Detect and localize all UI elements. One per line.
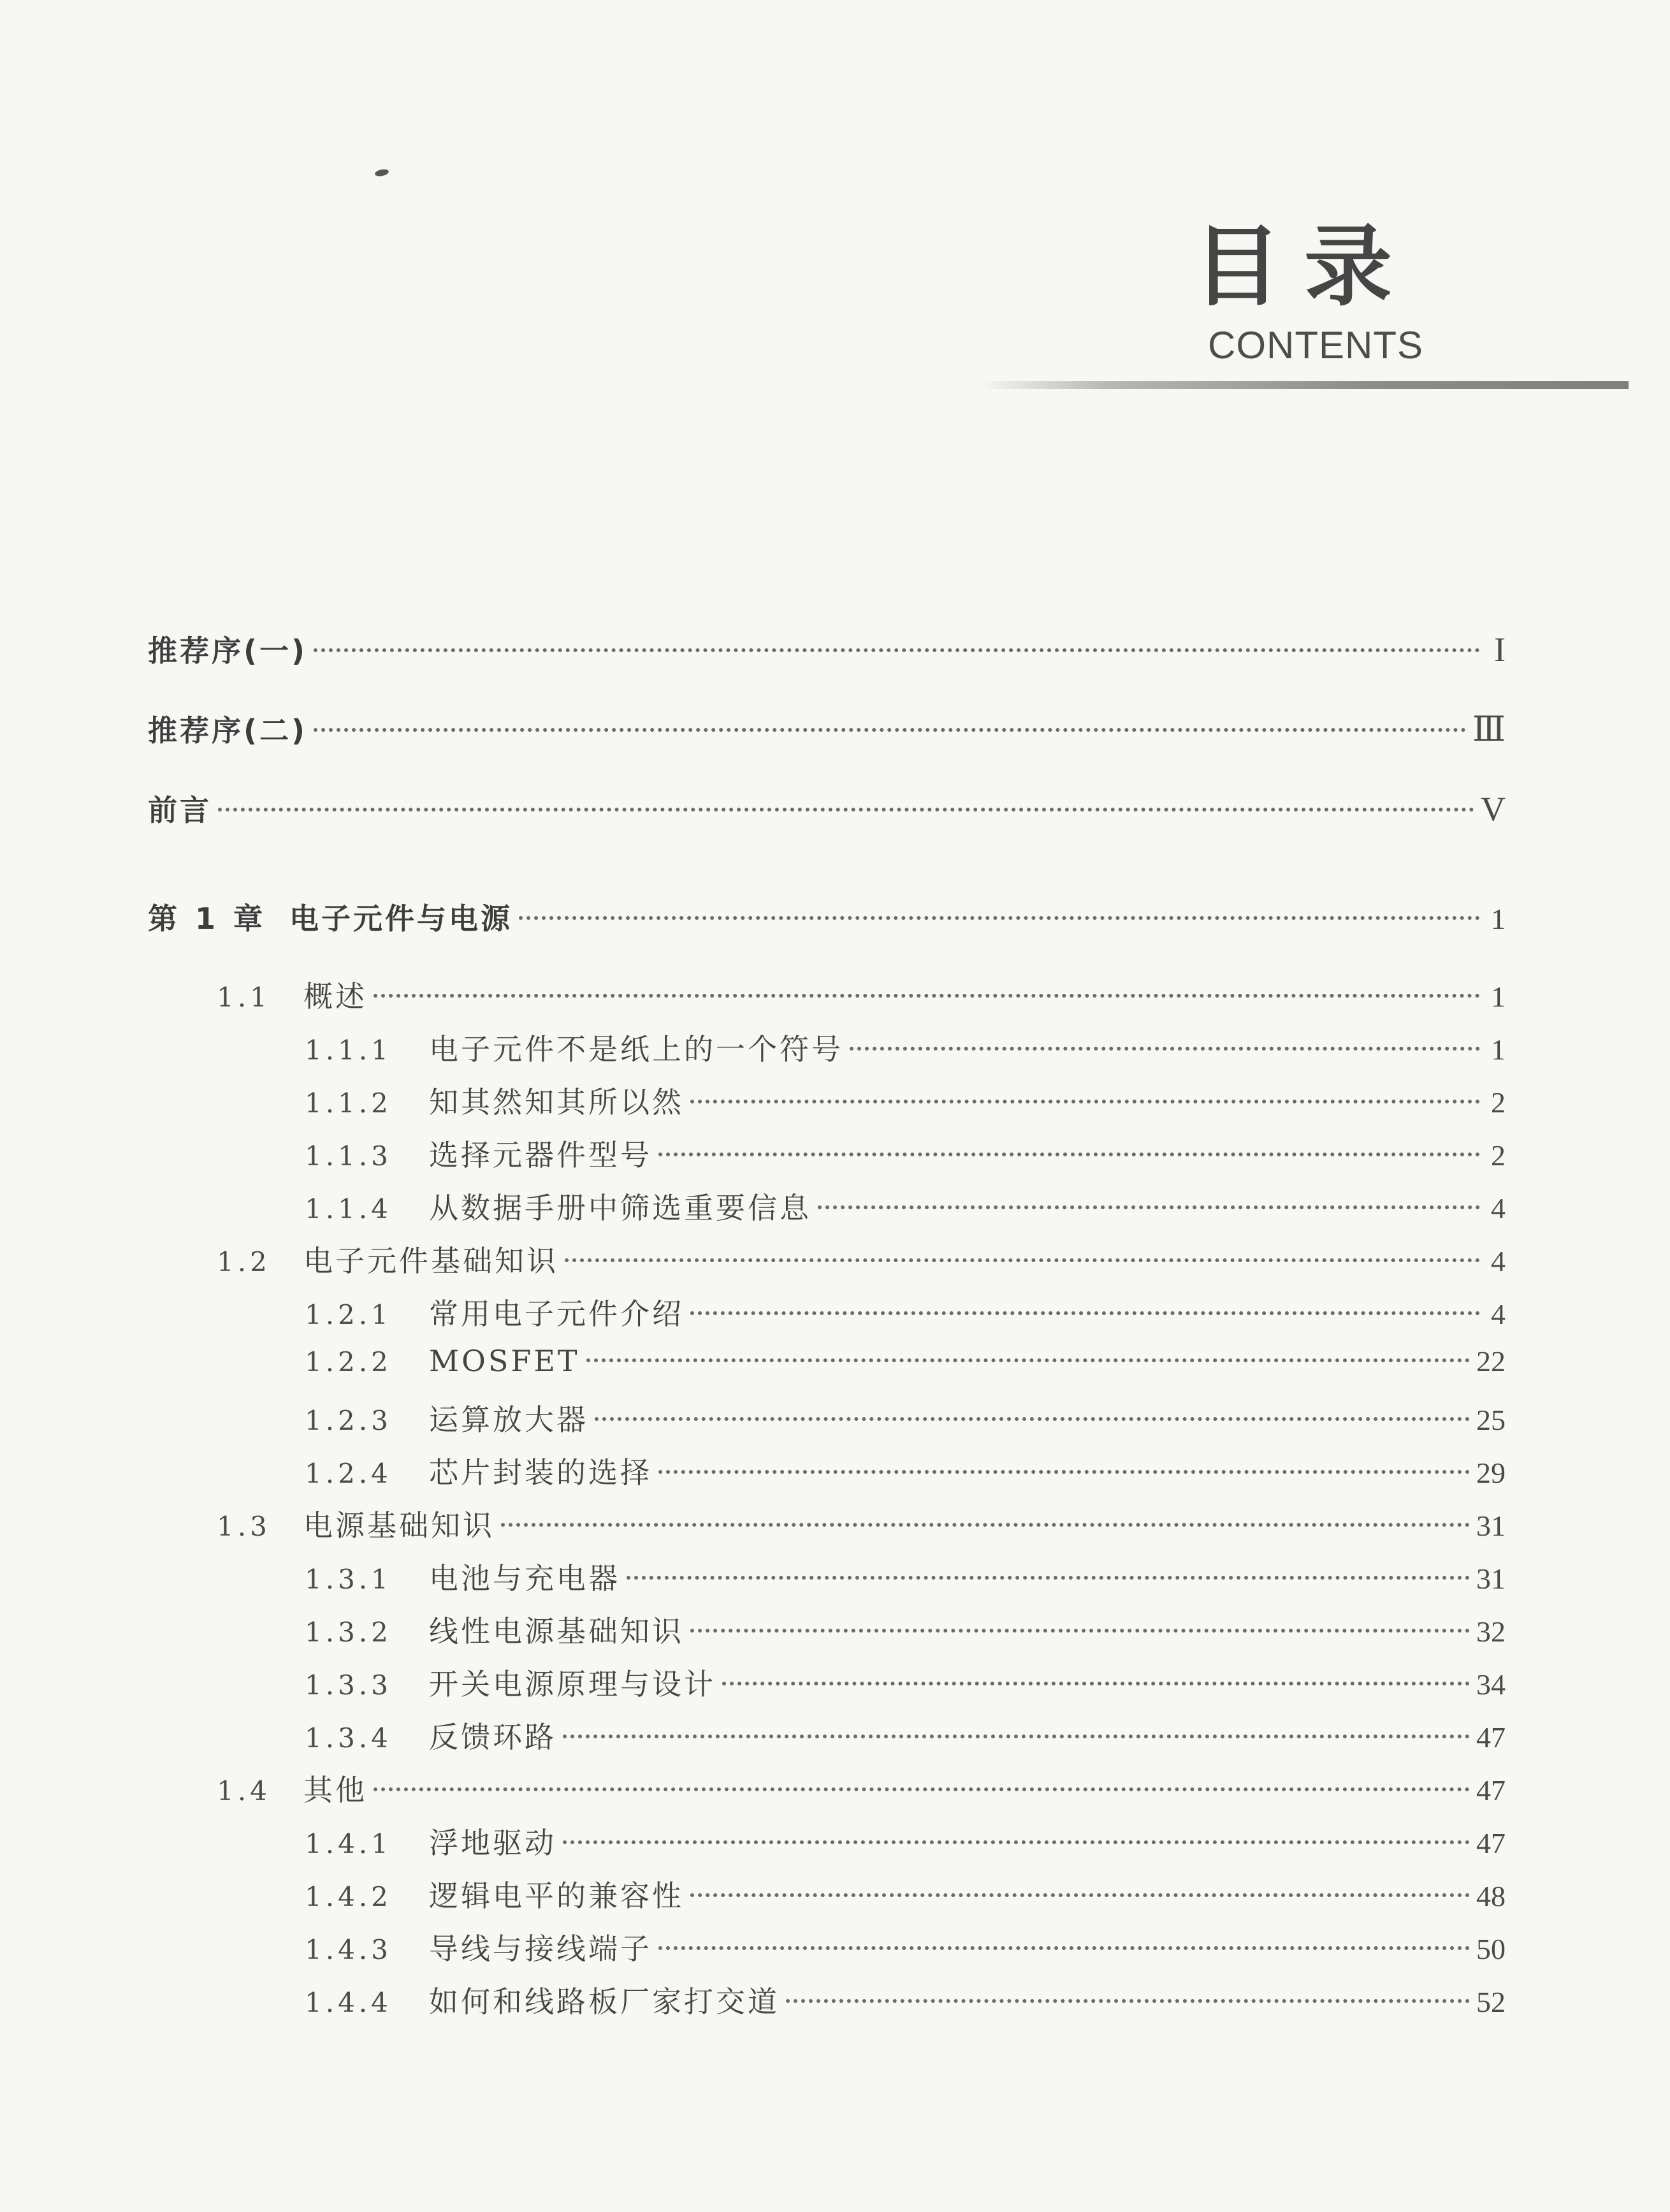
subsection-title: MOSFET xyxy=(429,1344,580,1378)
toc-entry-page: 47 xyxy=(1476,1774,1506,1807)
subsection-title: 开关电源原理与设计 xyxy=(429,1667,716,1701)
toc-entry-subsection[interactable] xyxy=(305,1661,1506,1702)
subsection-number: 1.4.2 xyxy=(305,1881,392,1912)
toc-entry-page: 34 xyxy=(1476,1668,1506,1701)
toc-entry-subsection[interactable] xyxy=(305,1291,1506,1332)
toc-entry-subsection[interactable] xyxy=(305,1714,1506,1755)
subsection-number: 1.4.3 xyxy=(305,1934,392,1965)
dot-leader xyxy=(658,1470,1470,1474)
dot-leader xyxy=(658,1946,1470,1950)
subsection-title: 运算放大器 xyxy=(429,1402,588,1437)
subsection-number: 1.3.1 xyxy=(305,1564,392,1595)
subsection-number: 1.1.2 xyxy=(305,1088,392,1119)
subsection-title: 从数据手册中筛选重要信息 xyxy=(429,1191,811,1225)
subsection-title: 如何和线路板厂家打交道 xyxy=(429,1984,780,2019)
toc-entry-page: Ⅲ xyxy=(1472,710,1506,748)
toc-entry-page: 4 xyxy=(1491,1245,1506,1277)
section-title: 其他 xyxy=(303,1773,367,1807)
header-divider xyxy=(978,381,1629,389)
page-subtitle: CONTENTS xyxy=(1208,324,1423,367)
toc-entry-section[interactable] xyxy=(217,973,1506,1014)
dot-leader xyxy=(722,1682,1470,1685)
toc-entry-subsection[interactable] xyxy=(305,1397,1506,1437)
chapter-number: 第 1 章 xyxy=(148,901,267,936)
dot-leader xyxy=(314,648,1480,652)
dot-leader xyxy=(586,1358,1470,1362)
section-number: 1.3 xyxy=(217,1511,271,1542)
dot-leader xyxy=(786,1999,1470,2003)
toc-entry-page: 47 xyxy=(1476,1827,1506,1859)
toc-entry-title: 推荐序(二) xyxy=(148,713,308,748)
dot-leader xyxy=(563,1840,1470,1844)
toc-entry-page: 1 xyxy=(1491,1033,1506,1066)
dot-leader xyxy=(690,1100,1480,1103)
subsection-number: 1.1.3 xyxy=(305,1140,392,1172)
section-number: 1.1 xyxy=(217,982,271,1013)
toc-entry-page: 1 xyxy=(1491,903,1506,935)
subsection-title: 常用电子元件介绍 xyxy=(429,1297,684,1331)
dot-leader xyxy=(690,1629,1470,1633)
dot-leader xyxy=(850,1047,1480,1051)
subsection-number: 1.4.4 xyxy=(305,1987,392,2018)
toc-entry-page: 52 xyxy=(1476,1986,1506,2018)
toc-entry-page: V xyxy=(1481,790,1506,828)
page-title: 目录 xyxy=(1193,215,1415,318)
toc-entry-page: 50 xyxy=(1476,1933,1506,1965)
dot-leader xyxy=(501,1523,1470,1527)
dot-leader xyxy=(563,1735,1470,1738)
subsection-number: 1.1.4 xyxy=(305,1193,392,1225)
subsection-title: 导线与接线端子 xyxy=(429,1932,652,1966)
subsection-number: 1.3.2 xyxy=(305,1617,392,1648)
toc-entry-title: 前言 xyxy=(148,793,212,827)
toc-entry-title: 推荐序(一) xyxy=(148,634,308,668)
toc-entry-subsection[interactable] xyxy=(305,1185,1506,1226)
subsection-title: 电池与充电器 xyxy=(429,1561,620,1596)
subsection-title: 浮地驱动 xyxy=(429,1826,556,1860)
dot-leader xyxy=(658,1153,1480,1156)
toc-entry-subsection[interactable] xyxy=(305,1132,1506,1173)
dot-leader xyxy=(595,1417,1470,1421)
subsection-title: 选择元器件型号 xyxy=(429,1138,652,1172)
toc-entry-preface-2[interactable] xyxy=(148,708,1506,748)
subsection-title: 线性电源基础知识 xyxy=(429,1614,684,1648)
section-title: 电子元件基础知识 xyxy=(303,1244,558,1278)
toc-entry-preface-1[interactable] xyxy=(148,628,1506,669)
toc-entry-subsection[interactable] xyxy=(305,1450,1506,1490)
section-number: 1.4 xyxy=(217,1775,271,1807)
toc-entry-page: 2 xyxy=(1491,1139,1506,1172)
toc-entry-page: 47 xyxy=(1476,1721,1506,1754)
toc-entry-page: 4 xyxy=(1491,1192,1506,1225)
section-title: 电源基础知识 xyxy=(303,1508,495,1543)
toc-entry-subsection[interactable] xyxy=(305,1873,1506,1914)
toc-entry-subsection[interactable] xyxy=(305,1344,1506,1385)
toc-entry-section[interactable] xyxy=(217,1238,1506,1279)
toc-entry-page: 29 xyxy=(1476,1457,1506,1489)
toc-entry-page: 31 xyxy=(1476,1510,1506,1542)
subsection-number: 1.3.3 xyxy=(305,1670,392,1701)
dot-leader xyxy=(690,1311,1480,1315)
toc-entry-section[interactable] xyxy=(217,1767,1506,1808)
toc-entry-subsection[interactable] xyxy=(305,1026,1506,1067)
subsection-number: 1.2.2 xyxy=(305,1346,392,1378)
toc-entry-page: 48 xyxy=(1476,1880,1506,1912)
subsection-number: 1.2.3 xyxy=(305,1405,392,1436)
dot-leader xyxy=(565,1258,1480,1262)
toc-entry-page: 32 xyxy=(1476,1615,1506,1648)
dot-leader xyxy=(519,916,1480,920)
dot-leader xyxy=(690,1893,1470,1897)
subsection-number: 1.2.1 xyxy=(305,1299,392,1330)
chapter-title: 电子元件与电源 xyxy=(289,901,512,936)
toc-entry-subsection[interactable] xyxy=(305,1079,1506,1120)
toc-entry-page: 1 xyxy=(1491,980,1506,1013)
subsection-number: 1.1.1 xyxy=(305,1035,392,1066)
dot-leader xyxy=(374,1787,1470,1791)
section-number: 1.2 xyxy=(217,1246,271,1277)
toc-entry-page: 22 xyxy=(1476,1345,1506,1378)
toc-entry-page: 31 xyxy=(1476,1562,1506,1595)
toc-entry-foreword[interactable] xyxy=(148,787,1506,828)
toc-entry-subsection[interactable] xyxy=(305,1820,1506,1861)
subsection-title: 知其然知其所以然 xyxy=(429,1085,684,1119)
toc-entry-subsection[interactable] xyxy=(305,1979,1506,2019)
toc-entry-page: 2 xyxy=(1491,1086,1506,1119)
section-title: 概述 xyxy=(303,979,367,1014)
toc-entry-subsection[interactable] xyxy=(305,1608,1506,1649)
dot-leader xyxy=(218,808,1474,811)
subsection-number: 1.3.4 xyxy=(305,1722,392,1754)
dot-leader xyxy=(627,1576,1470,1580)
toc-entry-subsection[interactable] xyxy=(305,1926,1506,1967)
toc-entry-section[interactable] xyxy=(217,1503,1506,1543)
toc-entry-page: 4 xyxy=(1491,1298,1506,1330)
subsection-title: 电子元件不是纸上的一个符号 xyxy=(429,1032,843,1066)
subsection-number: 1.2.4 xyxy=(305,1458,392,1489)
ink-smudge xyxy=(374,168,389,177)
dot-leader xyxy=(818,1205,1480,1209)
toc-entry-subsection[interactable] xyxy=(305,1555,1506,1596)
subsection-number: 1.4.1 xyxy=(305,1828,392,1859)
toc-entry-chapter-1[interactable] xyxy=(148,896,1506,936)
toc-entry-page: 25 xyxy=(1476,1404,1506,1436)
dot-leader xyxy=(314,728,1466,732)
dot-leader xyxy=(374,994,1480,998)
subsection-title: 逻辑电平的兼容性 xyxy=(429,1879,684,1913)
subsection-title: 芯片封装的选择 xyxy=(429,1455,652,1490)
subsection-title: 反馈环路 xyxy=(429,1720,556,1754)
toc-entry-page: I xyxy=(1494,630,1506,669)
